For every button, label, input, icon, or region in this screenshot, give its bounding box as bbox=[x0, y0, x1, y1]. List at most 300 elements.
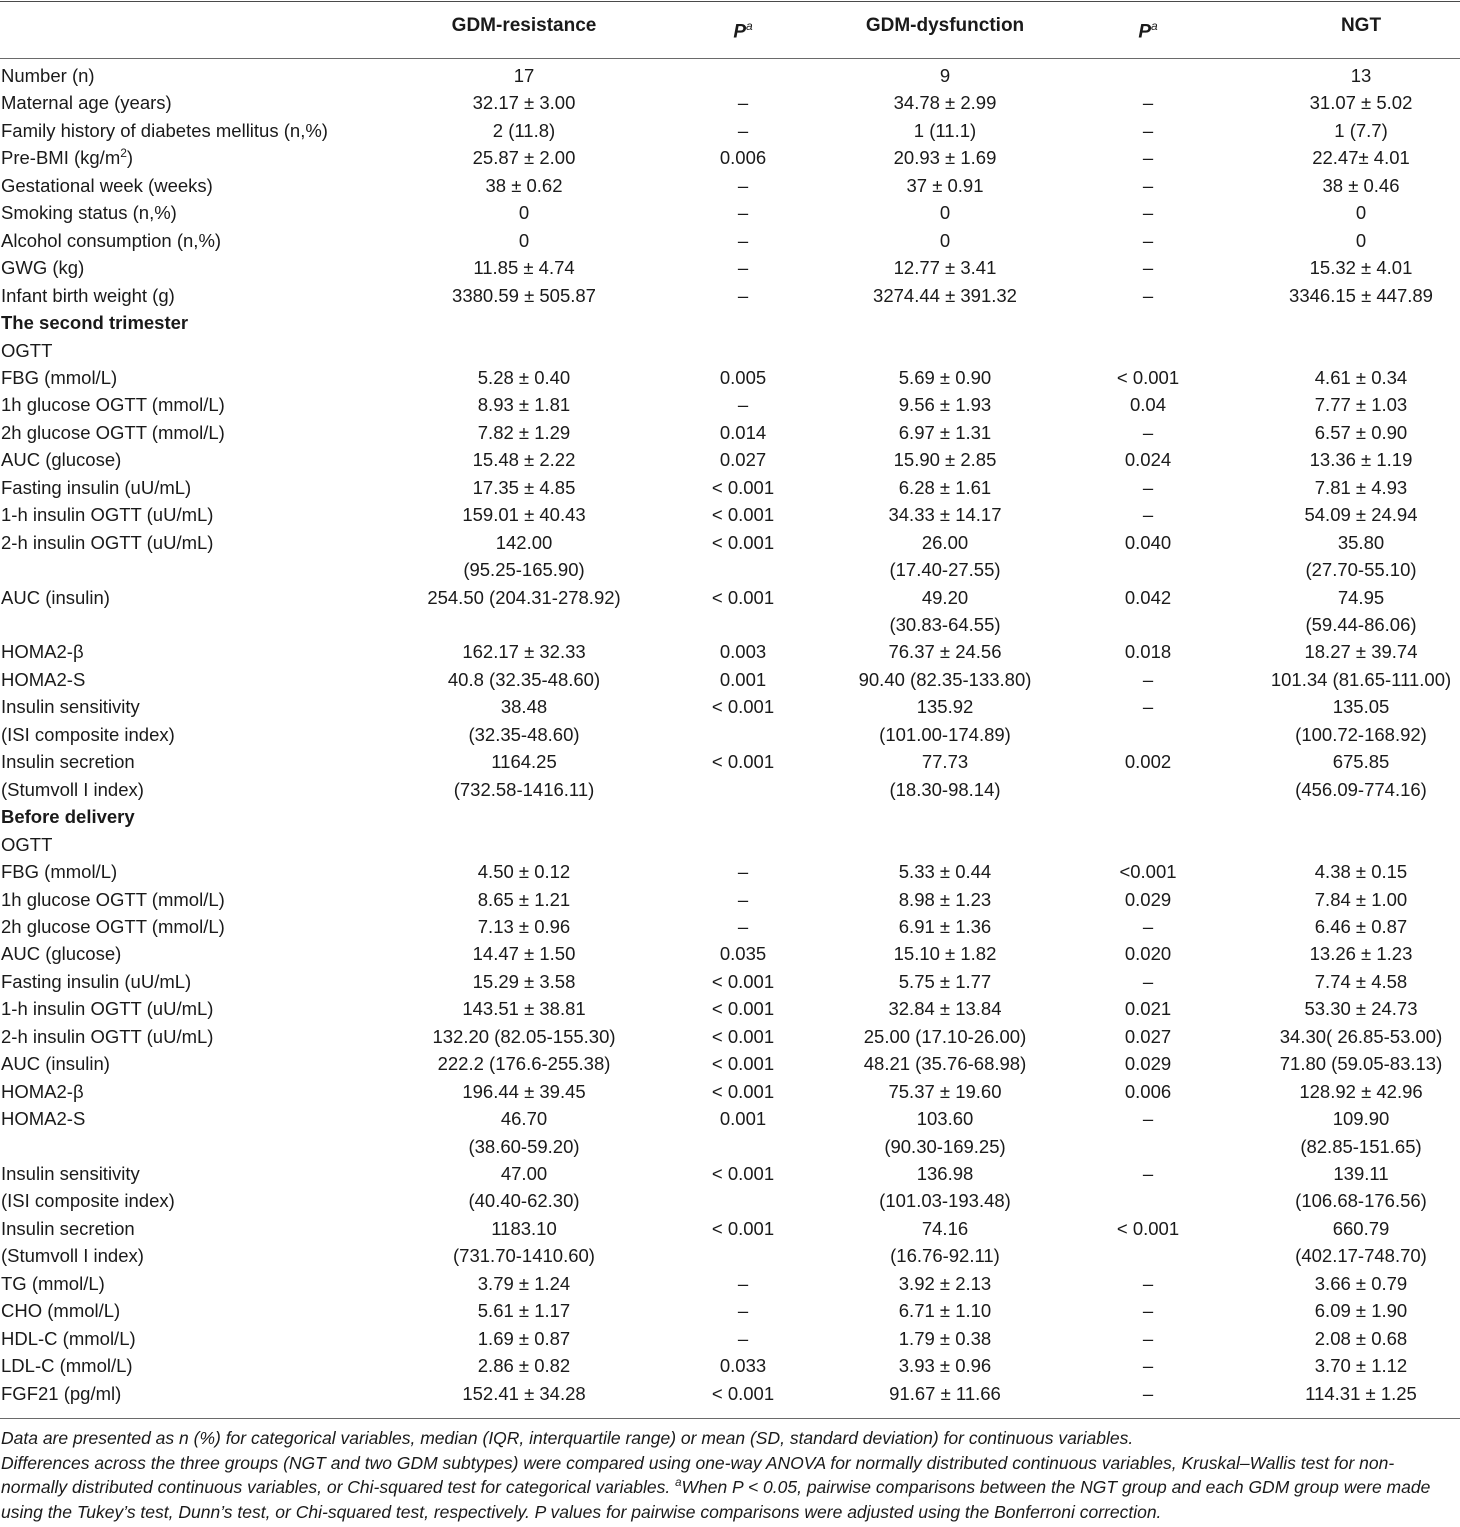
cell-ngt: 13.26 ± 1.23 bbox=[1309, 943, 1413, 965]
cell-p-value-1: – bbox=[737, 394, 749, 416]
table-row bbox=[0, 584, 1460, 611]
cell-p-value-1: 0.006 bbox=[719, 147, 767, 169]
cell-gdm-dysfunction: 8.98 ± 1.23 bbox=[898, 888, 992, 910]
table-row bbox=[0, 886, 1460, 913]
cell-gdm-dysfunction: 76.37 ± 24.56 bbox=[888, 641, 1002, 663]
table-row bbox=[0, 62, 1460, 89]
row-label: The second trimester bbox=[1, 312, 189, 334]
row-label: (ISI composite index) bbox=[1, 1190, 175, 1212]
cell-p-value-1: < 0.001 bbox=[711, 1163, 775, 1184]
cell-gdm-dysfunction: 103.60 bbox=[916, 1108, 974, 1130]
row-label: 1-h insulin OGTT (uU/mL) bbox=[1, 998, 214, 1020]
row-label: 1h glucose OGTT (mmol/L) bbox=[1, 888, 225, 910]
cell-ngt: 101.34 (81.65-111.00) bbox=[1270, 668, 1452, 690]
table-row bbox=[0, 858, 1460, 885]
cell-p-value-2: 0.002 bbox=[1124, 751, 1172, 773]
cell-gdm-resistance: 17 bbox=[513, 65, 535, 86]
cell-gdm-dysfunction: (90.30-169.25) bbox=[884, 1135, 1006, 1157]
cell-p-value-2: – bbox=[1142, 421, 1154, 443]
cell-p-value-1: < 0.001 bbox=[711, 1382, 775, 1404]
cell-ngt: 13 bbox=[1350, 65, 1372, 86]
cell-gdm-dysfunction: 77.73 bbox=[921, 751, 969, 773]
table-row bbox=[0, 693, 1460, 720]
row-label: FBG (mmol/L) bbox=[1, 366, 118, 388]
cell-p-value-1: < 0.001 bbox=[711, 970, 775, 992]
cell-ngt: 35.80 bbox=[1337, 531, 1385, 553]
row-label: AUC (glucose) bbox=[1, 943, 122, 965]
cell-ngt: 13.36 ± 1.19 bbox=[1309, 449, 1413, 471]
cell-p-value-1: – bbox=[737, 92, 749, 114]
row-label: HOMA2-S bbox=[1, 668, 86, 690]
cell-p-value-2: – bbox=[1142, 476, 1154, 498]
cell-gdm-resistance: 17.35 ± 4.85 bbox=[472, 476, 576, 498]
bottom-rule bbox=[0, 1418, 1460, 1419]
table-row bbox=[0, 721, 1460, 748]
cell-gdm-resistance: 46.70 bbox=[500, 1108, 548, 1130]
cell-ngt: 6.46 ± 0.87 bbox=[1314, 915, 1408, 937]
cell-p-value-1: 0.001 bbox=[719, 668, 767, 690]
cell-p-value-1: < 0.001 bbox=[711, 586, 775, 608]
table-row bbox=[0, 89, 1460, 116]
cell-ngt: 54.09 ± 24.94 bbox=[1304, 504, 1418, 526]
table-row bbox=[0, 227, 1460, 254]
cell-gdm-resistance: 11.85 ± 4.74 bbox=[473, 257, 575, 279]
cell-p-value-2: – bbox=[1142, 696, 1154, 718]
cell-p-value-1: < 0.001 bbox=[711, 1217, 775, 1239]
cell-p-value-1: – bbox=[737, 915, 749, 937]
cell-ngt: 38 ± 0.46 bbox=[1322, 174, 1400, 196]
table-row bbox=[0, 1215, 1460, 1242]
cell-gdm-resistance: 38 ± 0.62 bbox=[485, 174, 563, 196]
cell-p-value-2: 0.029 bbox=[1124, 888, 1172, 910]
cell-p-value-2: – bbox=[1142, 915, 1154, 937]
cell-gdm-dysfunction: 91.67 ± 11.66 bbox=[889, 1382, 1001, 1404]
table-row bbox=[0, 1160, 1460, 1187]
cell-ngt: (456.09-774.16) bbox=[1295, 778, 1427, 800]
cell-gdm-dysfunction: 0 bbox=[939, 229, 951, 251]
cell-p-value-1: – bbox=[737, 229, 749, 251]
cell-p-value-2: – bbox=[1142, 1108, 1154, 1130]
cell-p-value-1: 0.001 bbox=[719, 1108, 767, 1130]
cell-p-value-2: – bbox=[1142, 1300, 1154, 1322]
cell-gdm-dysfunction: 25.00 (17.10-26.00) bbox=[863, 1025, 1027, 1047]
cell-gdm-resistance: 8.65 ± 1.21 bbox=[477, 888, 571, 910]
cell-gdm-resistance: 40.8 (32.35-48.60) bbox=[447, 668, 601, 690]
cell-gdm-dysfunction: (18.30-98.14) bbox=[889, 778, 1001, 800]
row-label: Smoking status (n,%) bbox=[1, 202, 177, 224]
cell-gdm-resistance: 159.01 ± 40.43 bbox=[462, 504, 586, 526]
cell-gdm-dysfunction: (101.00-174.89) bbox=[879, 723, 1011, 745]
cell-p-value-1: – bbox=[737, 1300, 749, 1322]
cell-gdm-resistance: 162.17 ± 32.33 bbox=[462, 641, 586, 663]
cell-gdm-dysfunction: 3274.44 ± 391.32 bbox=[873, 284, 1017, 306]
cell-p-value-2: <0.001 bbox=[1119, 861, 1177, 883]
table-row bbox=[0, 1325, 1460, 1352]
cell-p-value-1: < 0.001 bbox=[711, 504, 775, 526]
table-row bbox=[0, 1187, 1460, 1214]
footnote-line-2: Differences across the three groups (NGT and two GDM subtypes) were compared using one-way ANOVA for normally distributed continuous variables, Kruskal–Wallis test for non-normally distributed continuous variables, or Chi-squared test for categorical variables. $^a$When P < 0.05, pairwise comparisons between the NGT group and each GDM group were made using the Tukey’s test, Dunn’s test, or Chi-squared test, respectively. P values for pairwise comparisons were adjusted using the Bonferroni correction. bbox=[1, 1452, 1431, 1522]
cell-gdm-resistance: 1.69 ± 0.87 bbox=[477, 1327, 571, 1349]
table-row bbox=[0, 254, 1460, 281]
cell-p-value-2: – bbox=[1142, 1272, 1154, 1294]
cell-p-value-1: < 0.001 bbox=[711, 531, 775, 553]
cell-ngt: 4.38 ± 0.15 bbox=[1314, 861, 1408, 883]
cell-p-value-2: 0.024 bbox=[1124, 449, 1172, 471]
cell-ngt: (100.72-168.92) bbox=[1295, 723, 1427, 745]
cell-ngt: (27.70-55.10) bbox=[1305, 559, 1417, 581]
cell-p-value-2: – bbox=[1142, 668, 1154, 690]
cell-p-value-1: – bbox=[737, 257, 749, 279]
cell-ngt: 34.30( 26.85-53.00) bbox=[1279, 1025, 1443, 1047]
cell-gdm-resistance: 132.20 (82.05-155.30) bbox=[432, 1025, 616, 1047]
cell-gdm-dysfunction: 6.71 ± 1.10 bbox=[898, 1300, 992, 1322]
cell-gdm-resistance: 142.00 bbox=[495, 531, 553, 553]
cell-p-value-2: – bbox=[1142, 504, 1154, 526]
cell-p-value-1: – bbox=[737, 119, 749, 141]
row-label: Fasting insulin (uU/mL) bbox=[1, 476, 192, 498]
cell-p-value-2: – bbox=[1142, 1327, 1154, 1349]
row-label: HOMA2-β bbox=[1, 641, 84, 663]
cell-p-value-1: 0.027 bbox=[719, 449, 767, 471]
cell-gdm-resistance: (32.35-48.60) bbox=[468, 723, 580, 745]
table-row bbox=[0, 611, 1460, 638]
row-label: OGTT bbox=[1, 339, 53, 361]
cell-ngt: 22.47± 4.01 bbox=[1312, 147, 1410, 169]
table-row bbox=[0, 446, 1460, 473]
table-row bbox=[0, 474, 1460, 501]
cell-p-value-1: – bbox=[737, 1272, 749, 1294]
cell-p-value-2: – bbox=[1142, 229, 1154, 251]
cell-gdm-dysfunction: (17.40-27.55) bbox=[889, 559, 1001, 581]
cell-gdm-dysfunction: 26.00 bbox=[921, 531, 969, 553]
cell-ngt: 18.27 ± 39.74 bbox=[1304, 641, 1418, 663]
table-row bbox=[0, 501, 1460, 528]
cell-gdm-resistance: (95.25-165.90) bbox=[463, 559, 585, 581]
table-row bbox=[0, 1023, 1460, 1050]
cell-p-value-1: 0.033 bbox=[719, 1355, 767, 1377]
cell-p-value-1: < 0.001 bbox=[711, 1053, 775, 1075]
row-label: (Stumvoll I index) bbox=[1, 778, 144, 800]
cell-gdm-resistance: 152.41 ± 34.28 bbox=[462, 1382, 586, 1404]
cell-p-value-2: – bbox=[1142, 92, 1154, 114]
column-header-p-value-2: $P^a$ bbox=[1138, 19, 1158, 43]
footnote-line-1: Data are presented as n (%) for categorical variables, median (IQR, interquartile range) or mean (SD, standard deviation) for continuous variables. bbox=[1, 1428, 1134, 1448]
table-row bbox=[0, 391, 1460, 418]
row-label: Insulin secretion bbox=[1, 751, 135, 773]
table-row bbox=[0, 364, 1460, 391]
cell-p-value-1: < 0.001 bbox=[711, 1025, 775, 1047]
table-row bbox=[0, 638, 1460, 665]
cell-p-value-1: 0.035 bbox=[719, 943, 767, 965]
cell-gdm-resistance: 0 bbox=[518, 229, 530, 251]
cell-gdm-dysfunction: 0 bbox=[939, 202, 951, 224]
row-label: Number (n) bbox=[1, 65, 95, 86]
cell-p-value-2: 0.018 bbox=[1124, 641, 1172, 663]
cell-p-value-1: < 0.001 bbox=[711, 696, 775, 718]
cell-ngt: 128.92 ± 42.96 bbox=[1299, 1080, 1423, 1102]
cell-p-value-2: < 0.001 bbox=[1116, 1217, 1180, 1239]
row-label: Pre-BMI $(kg/m^2)$ bbox=[1, 146, 134, 169]
row-label: TG (mmol/L) bbox=[1, 1272, 105, 1294]
cell-ngt: 135.05 bbox=[1332, 696, 1390, 718]
row-label: 2-h insulin OGTT (uU/mL) bbox=[1, 1025, 214, 1047]
cell-gdm-dysfunction: 20.93 ± 1.69 bbox=[893, 147, 997, 169]
cell-gdm-resistance: 5.61 ± 1.17 bbox=[477, 1300, 571, 1322]
header-rule bbox=[0, 58, 1460, 59]
cell-p-value-2: – bbox=[1142, 119, 1154, 141]
cell-gdm-resistance: (731.70-1410.60) bbox=[453, 1245, 595, 1267]
cell-p-value-1: – bbox=[737, 284, 749, 306]
table-row bbox=[0, 337, 1460, 364]
cell-p-value-1: – bbox=[737, 888, 749, 910]
cell-ngt: 6.09 ± 1.90 bbox=[1314, 1300, 1408, 1322]
row-label: GWG (kg) bbox=[1, 257, 85, 279]
cell-gdm-dysfunction: 9 bbox=[939, 65, 951, 86]
table-row bbox=[0, 748, 1460, 775]
cell-gdm-dysfunction: 37 ± 0.91 bbox=[906, 174, 984, 196]
row-label: AUC (insulin) bbox=[1, 586, 110, 608]
cell-ngt: 675.85 bbox=[1332, 751, 1390, 773]
cell-ngt: 15.32 ± 4.01 bbox=[1309, 257, 1413, 279]
cell-gdm-resistance: 2 (11.8) bbox=[492, 119, 556, 141]
cell-gdm-dysfunction: 9.56 ± 1.93 bbox=[898, 394, 992, 416]
cell-gdm-resistance: 25.87 ± 2.00 bbox=[472, 147, 576, 169]
cell-gdm-resistance: 143.51 ± 38.81 bbox=[462, 998, 586, 1020]
cell-gdm-dysfunction: (16.76-92.11) bbox=[890, 1245, 1000, 1267]
cell-ngt: 7.81 ± 4.93 bbox=[1314, 476, 1408, 498]
cell-p-value-2: 0.04 bbox=[1129, 394, 1167, 416]
row-label: Maternal age (years) bbox=[1, 92, 172, 114]
table-row bbox=[0, 556, 1460, 583]
cell-p-value-1: < 0.001 bbox=[711, 751, 775, 773]
cell-gdm-dysfunction: 48.21 (35.76-68.98) bbox=[863, 1053, 1027, 1075]
table-row bbox=[0, 968, 1460, 995]
cell-gdm-resistance: 222.2 (176.6-255.38) bbox=[437, 1053, 611, 1075]
cell-gdm-dysfunction: 135.92 bbox=[916, 696, 974, 718]
cell-ngt: 114.31 ± 1.25 bbox=[1305, 1382, 1417, 1404]
cell-gdm-resistance: 32.17 ± 3.00 bbox=[472, 92, 576, 114]
cell-gdm-dysfunction: 32.84 ± 13.84 bbox=[888, 998, 1002, 1020]
cell-p-value-2: – bbox=[1142, 202, 1154, 224]
cell-ngt: 0 bbox=[1355, 229, 1367, 251]
cell-ngt: 139.11 bbox=[1333, 1163, 1389, 1184]
table-row bbox=[0, 913, 1460, 940]
row-label: (Stumvoll I index) bbox=[1, 1245, 144, 1267]
cell-gdm-dysfunction: 1 (11.1) bbox=[913, 119, 977, 141]
cell-p-value-1: – bbox=[737, 174, 749, 196]
cell-p-value-2: 0.020 bbox=[1124, 943, 1172, 965]
top-rule bbox=[0, 1, 1460, 2]
cell-gdm-resistance: 7.13 ± 0.96 bbox=[477, 915, 571, 937]
table-row bbox=[0, 666, 1460, 693]
cell-gdm-resistance: 7.82 ± 1.29 bbox=[477, 421, 571, 443]
cell-p-value-2: – bbox=[1142, 147, 1154, 169]
cell-gdm-resistance: 14.47 ± 1.50 bbox=[472, 943, 576, 965]
cell-gdm-dysfunction: 12.77 ± 3.41 bbox=[893, 257, 997, 279]
column-header-gdm-resistance: GDM-resistance bbox=[451, 15, 597, 36]
column-header-ngt: NGT bbox=[1340, 15, 1382, 36]
row-label: AUC (insulin) bbox=[1, 1053, 110, 1075]
cell-p-value-2: < 0.001 bbox=[1116, 366, 1180, 388]
cell-gdm-dysfunction: 6.97 ± 1.31 bbox=[898, 421, 992, 443]
cell-ngt: 109.90 bbox=[1332, 1108, 1390, 1130]
row-label: Family history of diabetes mellitus (n,%) bbox=[1, 119, 328, 141]
row-label: HOMA2-S bbox=[1, 1108, 86, 1130]
cell-gdm-dysfunction: 3.92 ± 2.13 bbox=[898, 1272, 992, 1294]
cell-p-value-2: 0.029 bbox=[1124, 1053, 1172, 1075]
cell-p-value-2: 0.027 bbox=[1124, 1025, 1172, 1047]
cell-gdm-resistance: 5.28 ± 0.40 bbox=[477, 366, 571, 388]
cell-p-value-1: – bbox=[737, 202, 749, 224]
cell-gdm-resistance: 196.44 ± 39.45 bbox=[462, 1080, 586, 1102]
cell-p-value-2: – bbox=[1142, 284, 1154, 306]
cell-gdm-resistance: 254.50 (204.31-278.92) bbox=[427, 586, 621, 608]
cell-gdm-dysfunction: 1.79 ± 0.38 bbox=[898, 1327, 992, 1349]
row-label: (ISI composite index) bbox=[1, 723, 175, 745]
cell-gdm-dysfunction: 6.91 ± 1.36 bbox=[898, 915, 992, 937]
row-label: Fasting insulin (uU/mL) bbox=[1, 970, 192, 992]
cell-p-value-1: < 0.001 bbox=[711, 998, 775, 1020]
cell-gdm-resistance: 15.48 ± 2.22 bbox=[472, 449, 576, 471]
cell-gdm-dysfunction: 34.33 ± 14.17 bbox=[888, 504, 1002, 526]
cell-p-value-1: 0.005 bbox=[719, 366, 767, 388]
cell-gdm-resistance: 3380.59 ± 505.87 bbox=[452, 284, 596, 306]
cell-gdm-resistance: 8.93 ± 1.81 bbox=[477, 394, 571, 416]
row-label: Insulin sensitivity bbox=[1, 1163, 140, 1184]
cell-ngt: (402.17-748.70) bbox=[1295, 1245, 1427, 1267]
cell-ngt: 71.80 (59.05-83.13) bbox=[1279, 1053, 1443, 1075]
cell-gdm-resistance: 2.86 ± 0.82 bbox=[477, 1355, 571, 1377]
column-header-gdm-dysfunction: GDM-dysfunction bbox=[865, 15, 1025, 36]
row-label: HDL-C (mmol/L) bbox=[1, 1327, 136, 1349]
row-label: HOMA2-β bbox=[1, 1080, 84, 1102]
cell-gdm-dysfunction: 34.78 ± 2.99 bbox=[893, 92, 997, 114]
cell-gdm-dysfunction: 75.37 ± 19.60 bbox=[888, 1080, 1002, 1102]
cell-ngt: 7.74 ± 4.58 bbox=[1314, 970, 1408, 992]
cell-p-value-2: – bbox=[1142, 1382, 1154, 1404]
cell-p-value-1: < 0.001 bbox=[711, 1080, 775, 1102]
cell-p-value-1: 0.014 bbox=[719, 421, 767, 443]
row-label: Insulin secretion bbox=[1, 1217, 135, 1239]
table-row bbox=[0, 995, 1460, 1022]
column-header-p-value-1: $P^a$ bbox=[733, 19, 753, 43]
cell-gdm-resistance: 1164.25 bbox=[491, 751, 557, 773]
row-label: LDL-C (mmol/L) bbox=[1, 1355, 133, 1377]
cell-ngt: 1 (7.7) bbox=[1334, 119, 1388, 141]
table-row bbox=[0, 831, 1460, 858]
row-label: AUC (glucose) bbox=[1, 449, 122, 471]
cell-p-value-2: – bbox=[1142, 1163, 1154, 1184]
cell-gdm-resistance: 15.29 ± 3.58 bbox=[472, 970, 576, 992]
cell-gdm-dysfunction: 5.75 ± 1.77 bbox=[898, 970, 992, 992]
cell-gdm-resistance: 0 bbox=[518, 202, 530, 224]
cell-ngt: (59.44-86.06) bbox=[1305, 614, 1417, 635]
table-row bbox=[0, 1297, 1460, 1324]
cell-p-value-2: 0.006 bbox=[1124, 1080, 1172, 1102]
table-row bbox=[0, 117, 1460, 144]
table-row bbox=[0, 529, 1460, 556]
cell-gdm-dysfunction: 90.40 (82.35-133.80) bbox=[858, 668, 1032, 690]
row-label: CHO (mmol/L) bbox=[1, 1300, 121, 1322]
cell-gdm-dysfunction: 15.10 ± 1.82 bbox=[893, 943, 997, 965]
row-label: Insulin sensitivity bbox=[1, 696, 140, 718]
cell-gdm-dysfunction: (30.83-64.55) bbox=[889, 614, 1001, 635]
cell-ngt: 4.61 ± 0.34 bbox=[1314, 366, 1408, 388]
row-label: 2-h insulin OGTT (uU/mL) bbox=[1, 531, 214, 553]
cell-gdm-resistance: 38.48 bbox=[500, 696, 548, 718]
cell-gdm-dysfunction: 5.33 ± 0.44 bbox=[898, 861, 992, 883]
cell-ngt: 2.08 ± 0.68 bbox=[1314, 1327, 1408, 1349]
cell-ngt: 53.30 ± 24.73 bbox=[1304, 998, 1418, 1020]
row-label: Gestational week (weeks) bbox=[1, 174, 213, 196]
cell-p-value-1: 0.003 bbox=[719, 641, 767, 663]
cell-gdm-dysfunction: (101.03-193.48) bbox=[879, 1190, 1011, 1212]
cell-gdm-dysfunction: 136.98 bbox=[916, 1163, 974, 1184]
table-row bbox=[0, 1133, 1460, 1160]
table-row bbox=[0, 199, 1460, 226]
cell-ngt: 660.79 bbox=[1332, 1217, 1390, 1239]
row-label: FBG (mmol/L) bbox=[1, 861, 118, 883]
table-row bbox=[0, 1380, 1460, 1407]
cell-gdm-dysfunction: 15.90 ± 2.85 bbox=[893, 449, 997, 471]
cell-gdm-dysfunction: 3.93 ± 0.96 bbox=[898, 1355, 992, 1377]
cell-p-value-2: – bbox=[1142, 1355, 1154, 1377]
cell-gdm-resistance: 3.79 ± 1.24 bbox=[477, 1272, 571, 1294]
table-row bbox=[0, 1270, 1460, 1297]
cell-ngt: 7.84 ± 1.00 bbox=[1314, 888, 1408, 910]
row-label: Alcohol consumption (n,%) bbox=[1, 229, 222, 251]
cell-gdm-resistance: (40.40-62.30) bbox=[468, 1190, 580, 1212]
table-row bbox=[0, 1352, 1460, 1379]
row-label: FGF21 (pg/ml) bbox=[1, 1382, 122, 1404]
cell-gdm-dysfunction: 74.16 bbox=[921, 1217, 969, 1239]
table-row bbox=[0, 1078, 1460, 1105]
cell-gdm-dysfunction: 49.20 bbox=[921, 586, 969, 608]
table-row bbox=[0, 282, 1460, 309]
cell-ngt: 3.70 ± 1.12 bbox=[1314, 1355, 1408, 1377]
cell-p-value-1: – bbox=[737, 861, 749, 883]
cell-p-value-2: 0.042 bbox=[1124, 586, 1172, 608]
cell-gdm-resistance: 47.00 bbox=[500, 1163, 548, 1184]
section-header-row bbox=[0, 309, 1460, 336]
row-label: 2h glucose OGTT (mmol/L) bbox=[1, 421, 225, 443]
cell-ngt: (106.68-176.56) bbox=[1295, 1190, 1427, 1212]
cell-ngt: 31.07 ± 5.02 bbox=[1309, 92, 1413, 114]
cell-gdm-resistance: 1183.10 bbox=[491, 1217, 557, 1239]
cell-ngt: 7.77 ± 1.03 bbox=[1314, 394, 1408, 416]
cell-p-value-2: 0.040 bbox=[1124, 531, 1172, 553]
cell-ngt: 3346.15 ± 447.89 bbox=[1289, 284, 1433, 306]
row-label: 1h glucose OGTT (mmol/L) bbox=[1, 394, 225, 416]
cell-gdm-resistance: (38.60-59.20) bbox=[468, 1135, 580, 1157]
table-row bbox=[0, 172, 1460, 199]
cell-ngt: 0 bbox=[1355, 202, 1367, 224]
table-row bbox=[0, 419, 1460, 446]
row-label: 2h glucose OGTT (mmol/L) bbox=[1, 915, 225, 937]
cell-ngt: 74.95 bbox=[1337, 586, 1385, 608]
cell-p-value-2: – bbox=[1142, 257, 1154, 279]
cell-p-value-2: 0.021 bbox=[1124, 998, 1172, 1020]
table-row bbox=[0, 1242, 1460, 1269]
cell-p-value-1: – bbox=[737, 1327, 749, 1349]
table-row bbox=[0, 940, 1460, 967]
row-label: 1-h insulin OGTT (uU/mL) bbox=[1, 504, 214, 526]
cell-ngt: 3.66 ± 0.79 bbox=[1314, 1272, 1408, 1294]
table-row bbox=[0, 776, 1460, 803]
row-label: Before delivery bbox=[1, 806, 135, 828]
section-header-row bbox=[0, 803, 1460, 830]
cell-ngt: (82.85-151.65) bbox=[1300, 1135, 1422, 1157]
